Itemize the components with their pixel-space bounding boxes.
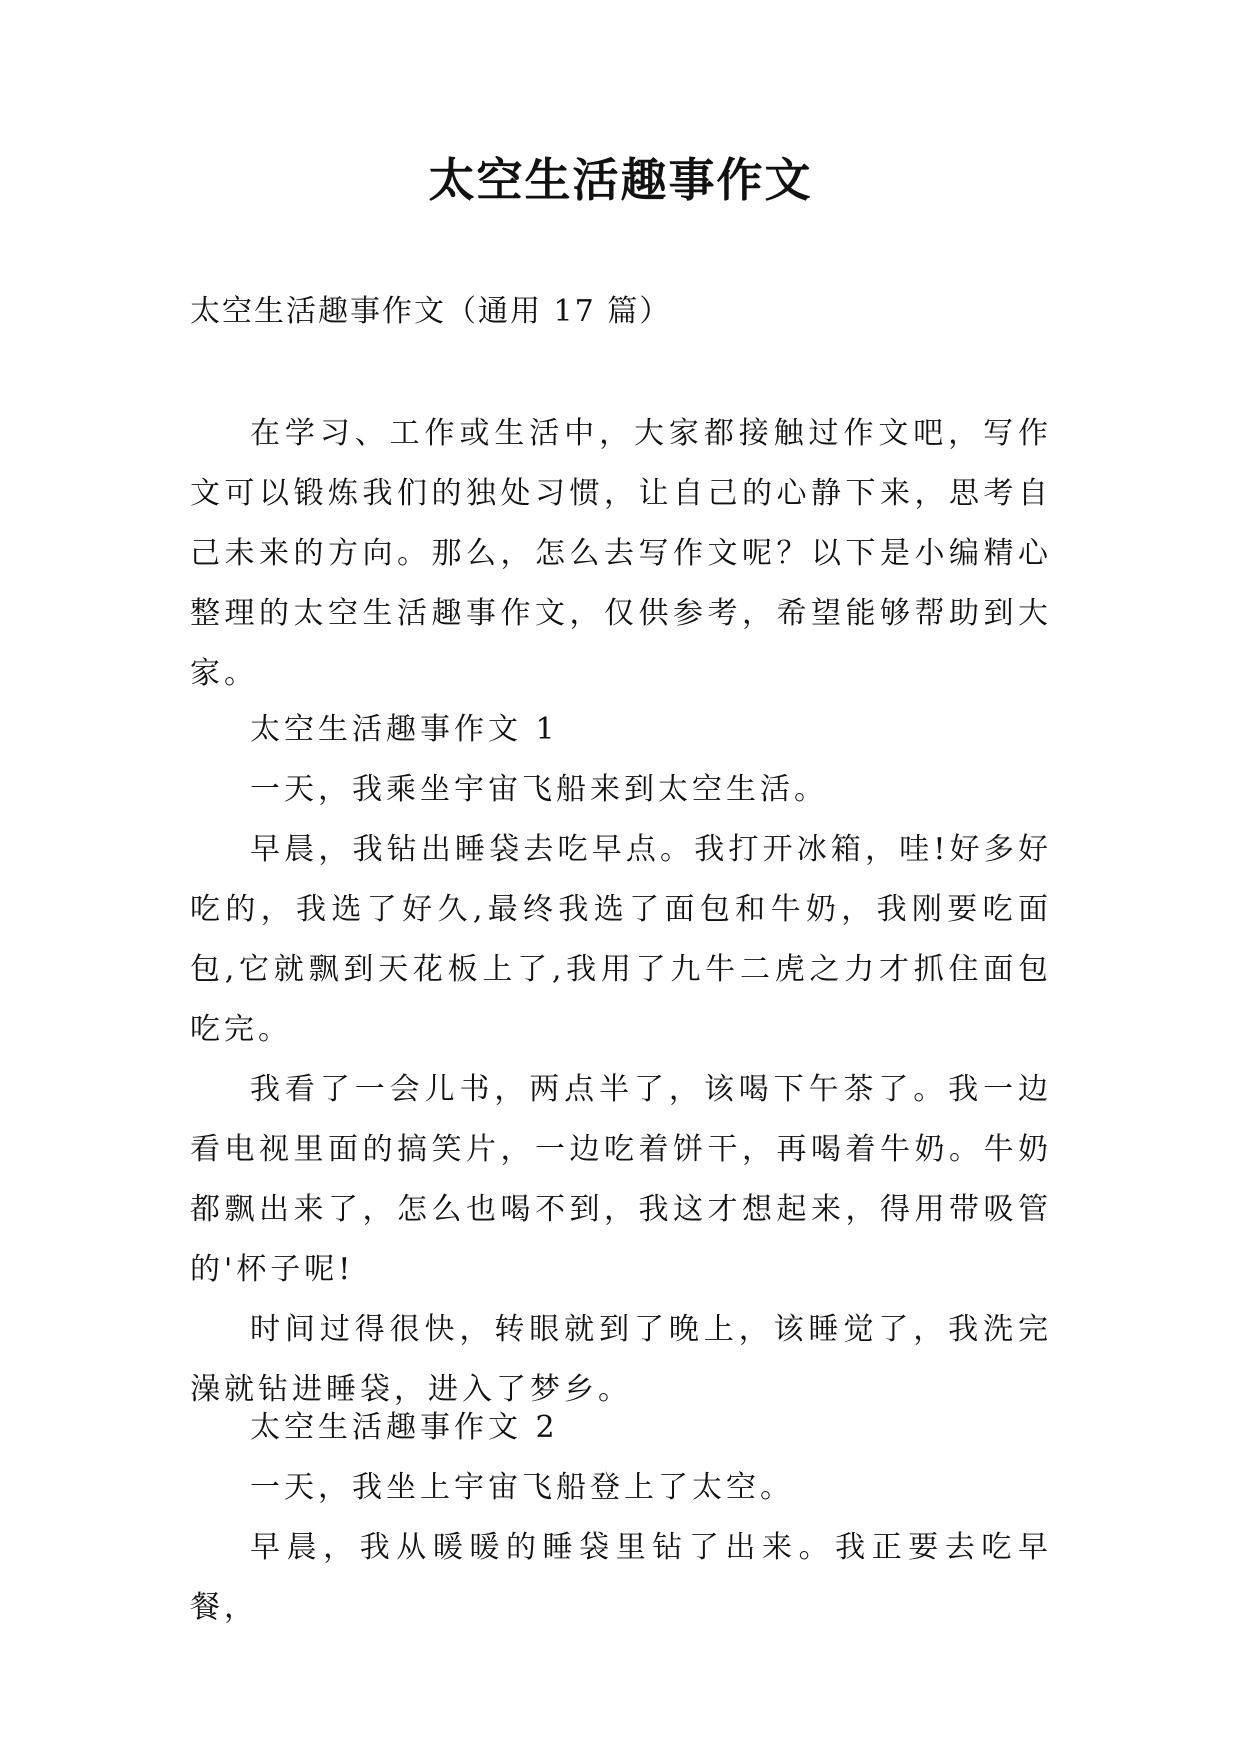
essay-heading: 太空生活趣事作文 1 [250,712,559,747]
essay-paragraph: 一天，我乘坐宇宙飞船来到太空生活。 [250,772,828,807]
essay-heading: 太空生活趣事作文 2 [250,1410,559,1445]
essay-paragraph: 早晨，我从暖暖的睡袋里钻了出来。我正要去吃早餐， [190,1530,1052,1625]
essay-paragraph: 我看了一会儿书，两点半了，该喝下午茶了。我一边看电视里面的搞笑片，一边吃着饼干，再喝着牛奶。牛奶都飘出来了，怎么也喝不到，我这才想起来，得用带吸管的'杯子呢! [190,1072,1052,1287]
essay-2 [190,1398,1052,1638]
intro-paragraph: 在学习、工作或生活中，大家都接触过作文吧，写作文可以锻炼我们的独处习惯，让自己的心静下来，思考自己未来的方向。那么，怎么去写作文呢？以下是小编精心整理的太空生活趣事作文，仅供参考，希望能够帮助到大家。 [190,416,1052,691]
essay-paragraph: 早晨，我钻出睡袋去吃早点。我打开冰箱，哇!好多好吃的，我选了好久,最终我选了面包和牛奶，我刚要吃面包,它就飘到天花板上了,我用了九牛二虎之力才抓住面包吃完。 [190,832,1052,1047]
document-subtitle: 太空生活趣事作文（通用 17 篇） [190,294,672,329]
intro-section [190,404,1052,704]
essay-paragraph: 一天，我坐上宇宙飞船登上了太空。 [250,1470,794,1505]
essay-1 [190,700,1052,1420]
document-title: 太空生活趣事作文 [428,153,813,207]
essay-paragraph: 时间过得很快，转眼就到了晚上，该睡觉了，我洗完澡就钻进睡袋，进入了梦乡。 [190,1312,1052,1407]
